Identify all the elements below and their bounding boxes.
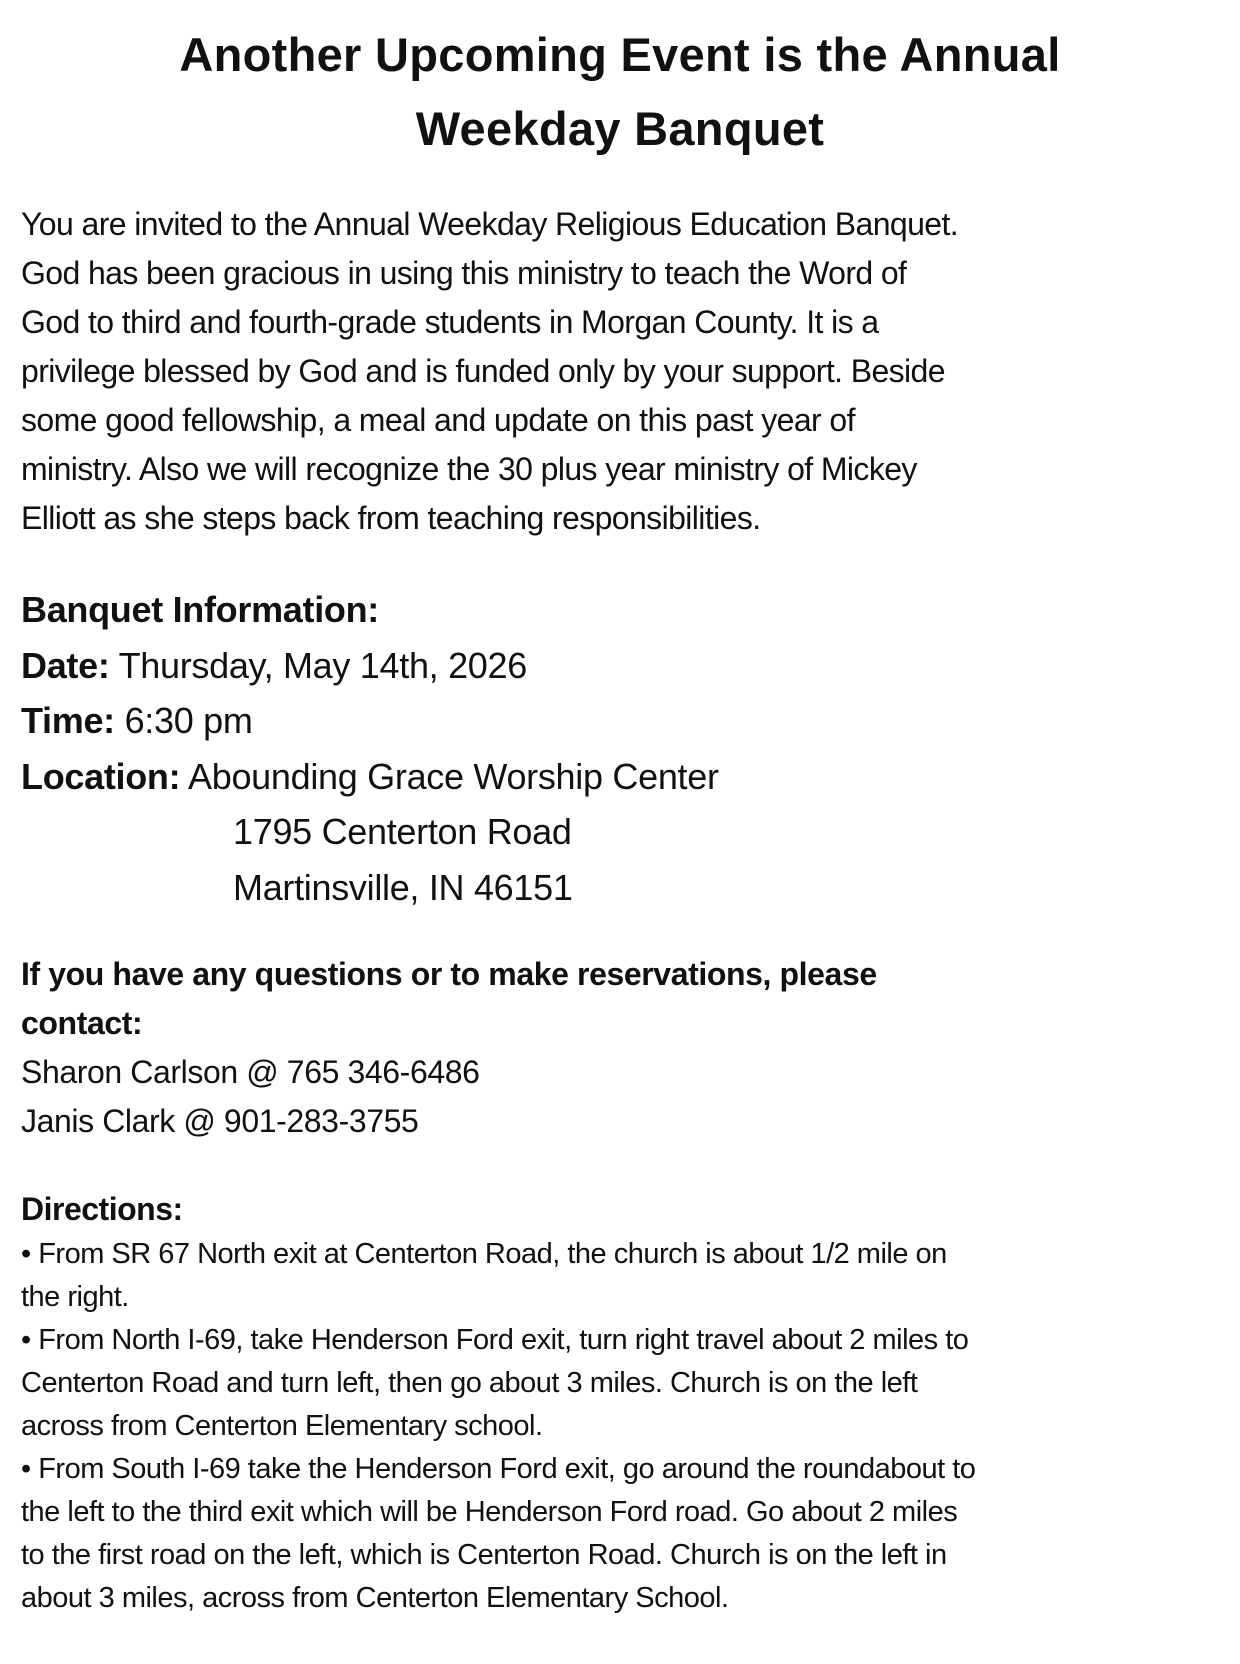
contact-section xyxy=(21,950,877,1146)
intro-paragraph xyxy=(21,200,958,543)
time-label: Time: xyxy=(21,700,115,741)
location-city: Martinsville, IN 46151 xyxy=(233,866,573,908)
page-title xyxy=(0,18,1240,166)
direction-line: Centerton Road and turn left, then go about 3 miles. Church is on the left xyxy=(21,1367,918,1399)
time-value: 6:30 pm xyxy=(124,700,253,741)
intro-line: God to third and fourth-grade students in Morgan County. It is a xyxy=(21,304,879,340)
contact-heading: If you have any questions or to make reservations, please xyxy=(21,956,877,992)
title-line: Weekday Banquet xyxy=(415,102,825,155)
direction-line: • From SR 67 North exit at Centerton Road, the church is about 1/2 mile on xyxy=(21,1238,947,1270)
location-street: 1795 Centerton Road xyxy=(233,811,572,852)
contact-heading: contact: xyxy=(21,1005,143,1041)
intro-line: God has been gracious in using this ministry to teach the Word of xyxy=(21,255,907,291)
contact-person: Sharon Carlson @ 765 346-6486 xyxy=(21,1054,480,1090)
intro-line: You are invited to the Annual Weekday Religious Education Banquet. xyxy=(21,206,959,242)
location-name: Abounding Grace Worship Center xyxy=(188,755,719,797)
directions-section xyxy=(21,1188,975,1620)
intro-line: Elliott as she steps back from teaching responsibilities. xyxy=(21,500,761,536)
banquet-information xyxy=(21,582,719,915)
direction-line: • From North I-69, take Henderson Ford exit, turn right travel about 2 miles to xyxy=(21,1324,969,1356)
title-line: Another Upcoming Event is the Annual xyxy=(179,28,1061,81)
direction-line: about 3 miles, across from Centerton Elementary School. xyxy=(21,1582,729,1614)
date-label: Date: xyxy=(21,644,110,686)
directions-heading: Directions: xyxy=(21,1191,183,1227)
contact-person: Janis Clark @ 901-283-3755 xyxy=(21,1103,419,1139)
intro-line: privilege blessed by God and is funded only by your support. Beside xyxy=(21,353,945,389)
location-label: Location: xyxy=(21,755,181,797)
direction-line: the right. xyxy=(21,1281,129,1313)
direction-line: to the first road on the left, which is Centerton Road. Church is on the left in xyxy=(21,1539,947,1571)
banquet-heading: Banquet Information: xyxy=(21,589,379,630)
direction-line: across from Centerton Elementary school. xyxy=(21,1410,543,1442)
date-value: Thursday, May 14th, 2026 xyxy=(118,644,527,686)
direction-line: • From South I-69 take the Henderson Ford exit, go around the roundabout to xyxy=(21,1453,976,1485)
intro-line: ministry. Also we will recognize the 30 plus year ministry of Mickey xyxy=(21,451,917,487)
direction-line: the left to the third exit which will be Henderson Ford road. Go about 2 miles xyxy=(21,1496,958,1528)
intro-line: some good fellowship, a meal and update on this past year of xyxy=(21,402,855,438)
